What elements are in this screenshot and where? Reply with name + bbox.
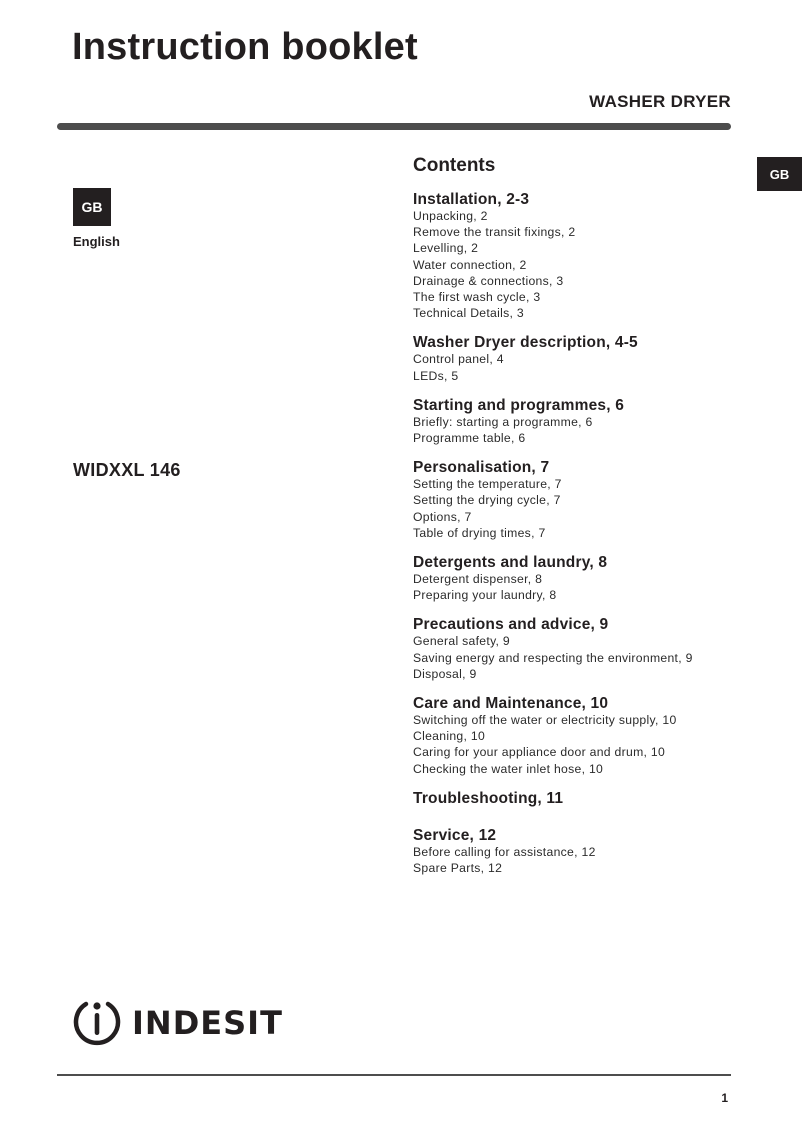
language-side-tab: GB bbox=[757, 157, 802, 191]
toc-item: Before calling for assistance, 12 bbox=[413, 844, 596, 859]
toc-item: Disposal, 9 bbox=[413, 666, 477, 681]
toc-item: Setting the temperature, 7 bbox=[413, 477, 562, 492]
toc-heading: Care and Maintenance, 10 bbox=[413, 695, 609, 713]
toc-item: Table of drying times, 7 bbox=[413, 525, 546, 540]
header-divider bbox=[57, 123, 731, 130]
toc-section-installation bbox=[413, 191, 743, 321]
toc-section-description bbox=[413, 334, 743, 383]
toc-item: Options, 7 bbox=[413, 509, 472, 524]
toc-item: General safety, 9 bbox=[413, 634, 511, 649]
toc-item: Unpacking, 2 bbox=[413, 209, 488, 223]
brand-name: INDESIT bbox=[132, 1004, 283, 1042]
toc-heading: Washer Dryer description, 4-5 bbox=[413, 334, 638, 352]
toc-item: Cleaning, 10 bbox=[413, 729, 486, 744]
power-i-icon bbox=[72, 996, 122, 1051]
toc-section-personalisation bbox=[413, 459, 743, 541]
toc-heading: Installation, 2-3 bbox=[413, 191, 530, 208]
brand-logo bbox=[72, 998, 283, 1048]
toc-section-care bbox=[413, 695, 743, 777]
toc-heading: Troubleshooting, 11 bbox=[413, 789, 564, 807]
toc-section-starting bbox=[413, 397, 743, 446]
toc-item: Spare Parts, 12 bbox=[413, 861, 503, 876]
toc-item: Setting the drying cycle, 7 bbox=[413, 493, 561, 508]
toc-item: Drainage & connections, 3 bbox=[413, 273, 564, 288]
toc-item: Saving energy and respecting the environment, 9 bbox=[413, 650, 693, 665]
toc-item: Technical Details, 3 bbox=[413, 306, 524, 321]
toc-item: Caring for your appliance door and drum, 10 bbox=[413, 745, 666, 760]
toc-item: Control panel, 4 bbox=[413, 352, 504, 367]
language-label: English bbox=[73, 234, 120, 249]
page-number: 1 bbox=[721, 1091, 728, 1105]
toc-heading: Personalisation, 7 bbox=[413, 459, 550, 477]
toc-heading: Detergents and laundry, 8 bbox=[413, 554, 608, 572]
toc-item: Water connection, 2 bbox=[413, 257, 527, 272]
toc-section-precautions bbox=[413, 616, 743, 682]
contents-title: Contents bbox=[413, 155, 496, 176]
toc-item: Briefly: starting a programme, 6 bbox=[413, 414, 593, 429]
toc-section-service bbox=[413, 827, 743, 876]
language-badge: GB bbox=[73, 188, 111, 226]
toc-item: Levelling, 2 bbox=[413, 241, 479, 256]
toc-item: Checking the water inlet hose, 10 bbox=[413, 761, 604, 776]
toc-item: Remove the transit fixings, 2 bbox=[413, 225, 576, 240]
toc-item: Switching off the water or electricity supply, 10 bbox=[413, 713, 677, 728]
toc-heading: Starting and programmes, 6 bbox=[413, 396, 625, 414]
toc-item: LEDs, 5 bbox=[413, 368, 459, 383]
document-title: Instruction booklet bbox=[72, 26, 418, 68]
table-of-contents bbox=[413, 155, 743, 889]
model-number: WIDXXL 146 bbox=[73, 460, 181, 480]
product-type: WASHER DRYER bbox=[589, 92, 731, 111]
toc-heading: Service, 12 bbox=[413, 826, 497, 844]
toc-section-detergents bbox=[413, 554, 743, 603]
toc-item: The first wash cycle, 3 bbox=[413, 290, 541, 305]
toc-item: Programme table, 6 bbox=[413, 431, 526, 446]
toc-item: Detergent dispenser, 8 bbox=[413, 572, 543, 587]
toc-item: Preparing your laundry, 8 bbox=[413, 588, 557, 603]
toc-section-troubleshooting bbox=[413, 790, 743, 807]
toc-heading: Precautions and advice, 9 bbox=[413, 616, 609, 634]
footer-divider bbox=[57, 1074, 731, 1076]
